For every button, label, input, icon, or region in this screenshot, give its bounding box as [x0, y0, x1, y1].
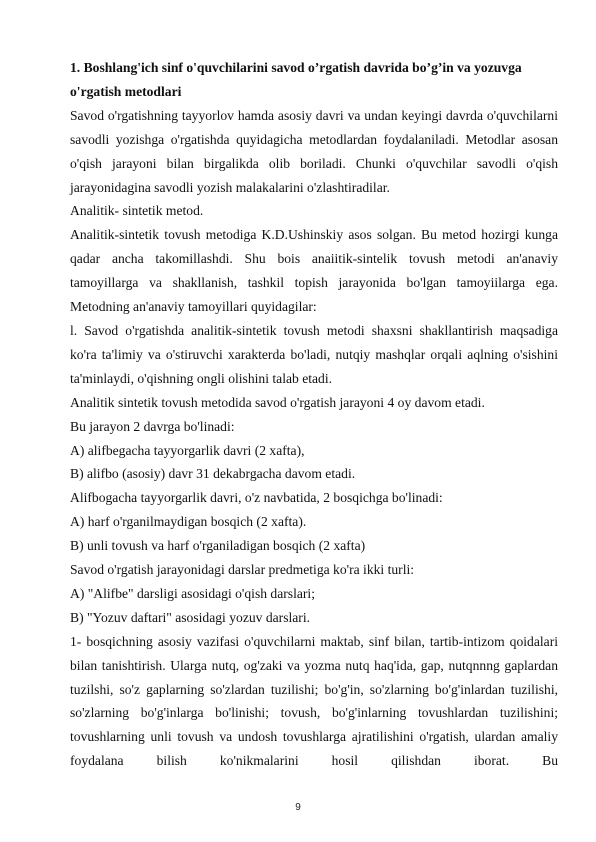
paragraph-principle-1: l. Savod o'rgatishda analitik-sintetik tovush metodi shaxsni shakllantirish maqsadiga ko'ra ta'limiy va o'stiruvchi xarakterda bo'ladi, nutqiy mashqlar orqali aqlning o'sishini ta'minlaydi, o'qishning ongli olishini talab etadi. — [70, 322, 558, 386]
paragraph-periods: Bu jarayon 2 davrga bo'linadi: — [70, 418, 235, 434]
paragraph-lesson-types: Savod o'rgatish jarayonidagi darslar predmetiga ko'ra ikki turli: — [70, 562, 415, 578]
heading-line-1: 1. Boshlang'ich sinf o'quvchilarini savod o’rgatish davrida bo’g’in va yozuvga — [70, 60, 522, 75]
paragraph-ushinskiy: Analitik-sintetik tovush metodiga K.D.Ushinskiy asos solgan. Bu metod hozirgi kunga qadar ancha takomillashdi. Shu bois anaiitik-sintelik tovush metodi an'anaviy tamoyillarga va shakllanish, tashkil topish jarayonida bo'lgan tamoyiilarga ega. Metodning an'anaviy tamoyillari quyidagilar: — [70, 227, 558, 315]
section-heading — [70, 56, 558, 104]
paragraph-stages: Alifbogacha tayyorgarlik davri, o'z navbatida, 2 bosqichga bo'linadi: — [70, 490, 443, 506]
list-item-lesson-a: A) "Alifbe" darsligi asosidagi o'qish darslari; — [70, 585, 315, 601]
paragraph-intro: Savod o'rgatishning tayyorlov hamda asosiy davri va undan keyingi davrda o'quvchilarni savodli yozishga o'rgatishda quyidagicha metodlardan foydalaniladi. Metodlar asosan o'qish jarayoni bilan birgalikda olib boriladi. Chunki o'quvchilar savodli o'qish jarayonidagina savodli yozish malakalarini o'zlashtiradilar. — [70, 107, 558, 195]
list-item-stage-b: B) unli tovush va harf o'rganiladigan bosqich (2 xafta) — [70, 538, 366, 554]
paragraph-method-title: Analitik- sintetik metod. — [70, 203, 204, 219]
heading-line-2: o'rgatish metodlari — [70, 83, 182, 99]
page-number: 9 — [295, 802, 301, 813]
list-item-period-b: B) alifbo (asosiy) davr 31 dekabrgacha davom etadi. — [70, 466, 356, 482]
paragraph-stage-1-tasks: 1- bosqichning asosiy vazifasi o'quvchilarni maktab, sinf bilan, tartib-intizom qoidalari bilan tanishtirish. Ularga nutq, og'zaki va yozma nutq haq'ida, gap, nutqnnng gaplardan tuzilshi, so'z gaplarning so'zlardan tuzilishi; bo'g'in, so'zlarning bo'g'inlardan tuzilishi, so'zlarning bo'g'inlarga bo'linishi; tovush, bo'g'inlarning tovushlardan tuzilishini; tovushlarning unli tovush va undosh tovushlarga ajratilishini o'rgatish, ulardan amaliy foydalana bilish ko'nikmalarini hosil qilishdan iborat. Bu — [70, 633, 558, 769]
paragraph-duration: Analitik sintetik tovush metodida savod o'rgatish jarayoni 4 oy davom etadi. — [70, 394, 485, 410]
list-item-stage-a: A) harf o'rganilmaydigan bosqich (2 xafta). — [70, 514, 307, 530]
list-item-period-a: A) alifbegacha tayyorgarlik davri (2 xafta), — [70, 442, 305, 458]
document-body — [70, 56, 558, 773]
list-item-lesson-b: B) "Yozuv daftari" asosidagi yozuv darslari. — [70, 609, 311, 625]
